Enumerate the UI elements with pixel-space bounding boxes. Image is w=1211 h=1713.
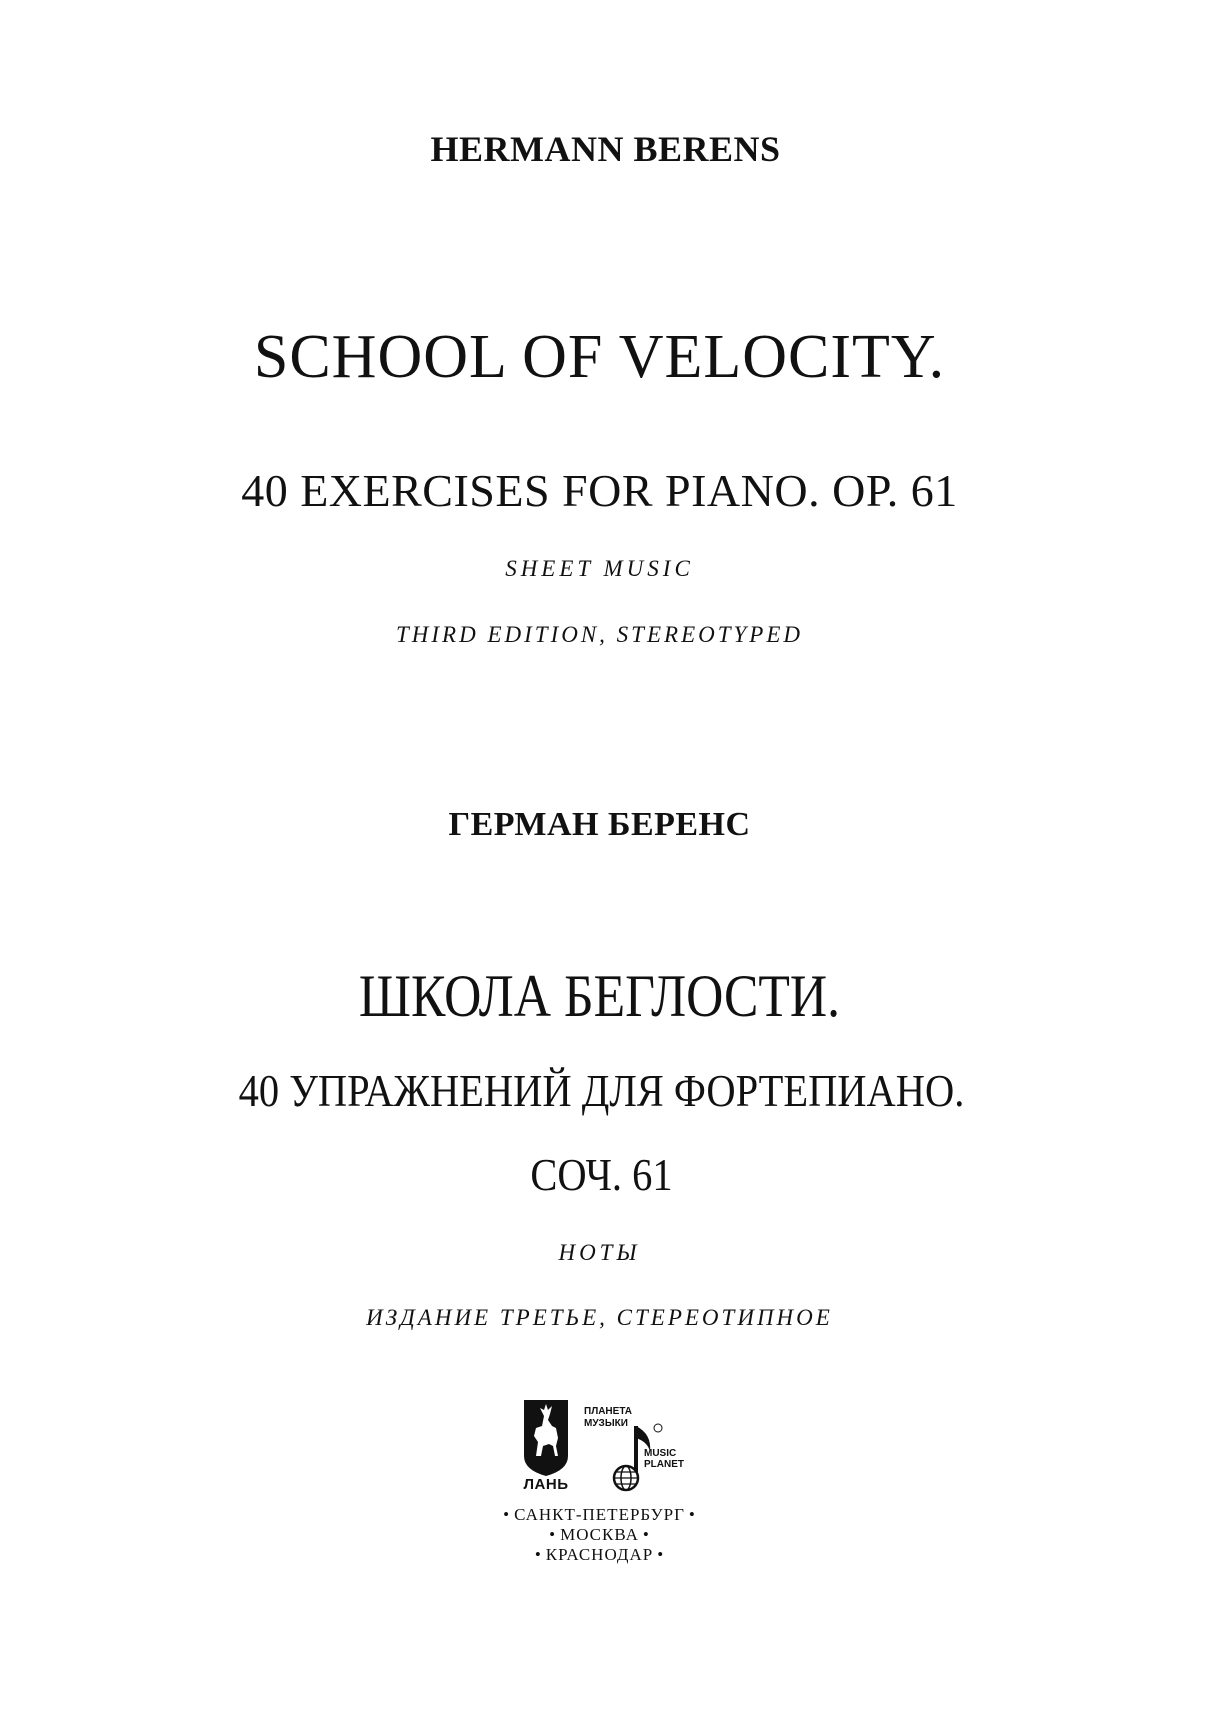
separator-dot: • [503, 1505, 511, 1524]
city-krasnodar [0, 1545, 1205, 1565]
subtitle-russian-line2: СОЧ. 61 [530, 1149, 673, 1200]
lan-logo-text: ЛАНЬ [523, 1476, 569, 1493]
author-russian: ГЕРМАН БЕРЕНС [448, 806, 751, 843]
subtitle-russian-line1: 40 УПРАЖНЕНИЙ ДЛЯ ФОРТЕПИАНО. [238, 1065, 965, 1116]
separator-dot: • [688, 1505, 696, 1524]
city-saint-petersburg [0, 1505, 1205, 1525]
author-english: HERMANN BERENS [430, 129, 781, 169]
city-name: КРАСНОДАР [545, 1545, 654, 1564]
planet-line2: МУЗЫКИ [584, 1418, 628, 1429]
planet-line1: ПЛАНЕТА [584, 1406, 633, 1417]
publication-type-russian: НОТЫ [558, 1240, 641, 1265]
city-moscow [0, 1525, 1205, 1545]
publication-type-english: SHEET MUSIC [505, 556, 694, 581]
title-russian: ШКОЛА БЕГЛОСТИ. [358, 963, 841, 1029]
music-planet-line1: MUSIC [644, 1448, 677, 1459]
edition-english: THIRD EDITION, STEREOTYPED [395, 622, 804, 647]
city-name: МОСКВА [560, 1525, 639, 1544]
separator-dot: • [549, 1525, 557, 1544]
title-english: SCHOOL OF VELOCITY. [253, 323, 946, 391]
city-name: САНКТ-ПЕТЕРБУРГ [514, 1505, 685, 1524]
subtitle-english: 40 EXERCISES FOR PIANO. OP. 61 [241, 465, 958, 516]
edition-russian: ИЗДАНИЕ ТРЕТЬЕ, СТЕРЕОТИПНОЕ [366, 1305, 833, 1330]
music-planet-text [644, 1448, 704, 1470]
separator-dot: • [657, 1545, 665, 1564]
separator-dot: • [642, 1525, 650, 1544]
publisher-logos [522, 1398, 692, 1498]
separator-dot: • [534, 1545, 542, 1564]
music-planet-line2: PLANET [644, 1459, 684, 1470]
